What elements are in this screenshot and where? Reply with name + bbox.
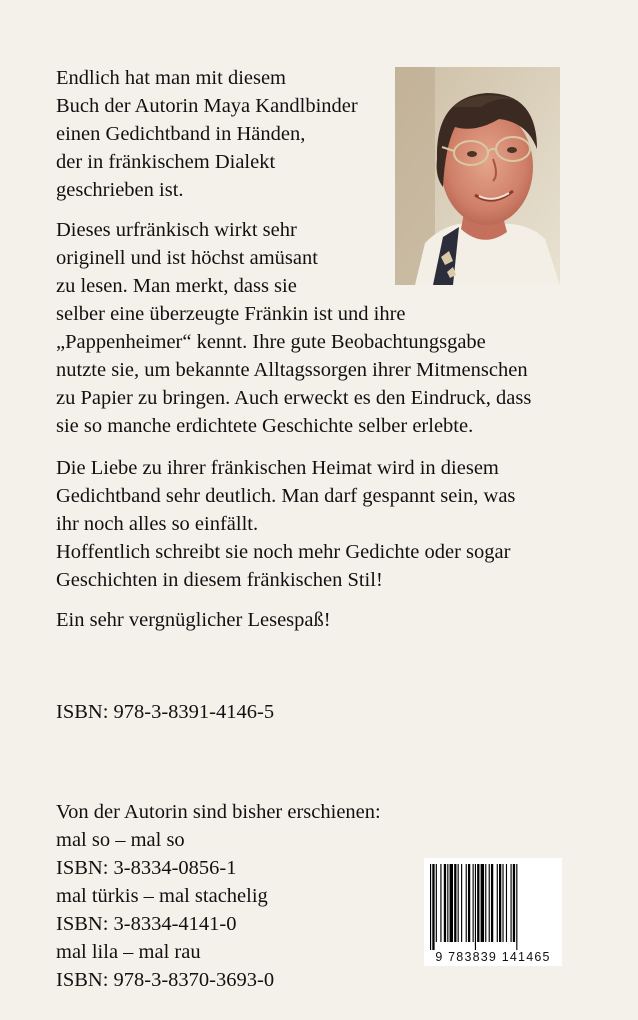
text-line: „Pappenheimer“ kennt. Ihre gute Beobachtungsgabe xyxy=(56,331,486,353)
author-photo xyxy=(395,67,560,285)
barcode-bar xyxy=(499,864,501,942)
barcode xyxy=(424,858,562,966)
barcode-bar xyxy=(489,864,490,942)
barcode-bar xyxy=(430,864,431,950)
other-works-item: ISBN: 978-3-8370-3693-0 xyxy=(56,969,275,991)
barcode-bar xyxy=(450,864,453,942)
barcode-bar xyxy=(475,864,476,950)
text-line: Die Liebe zu ihrer fränkischen Heimat wird in diesem xyxy=(56,457,499,479)
barcode-bar xyxy=(466,864,467,942)
text-line: Hoffentlich schreibt sie noch mehr Gedichte oder sogar xyxy=(56,541,511,563)
barcode-bar xyxy=(454,864,456,942)
other-works-heading: Von der Autorin sind bisher erschienen: xyxy=(56,801,381,823)
barcode-digits: 9 783839 141465 xyxy=(435,950,551,964)
barcode-bar xyxy=(444,864,446,942)
barcode-bar xyxy=(502,864,503,942)
barcode-bar xyxy=(506,864,507,942)
barcode-bar xyxy=(458,864,459,942)
text-line: einen Gedichtband in Händen, xyxy=(56,123,306,145)
barcode-bar xyxy=(511,864,512,942)
barcode-bars xyxy=(424,862,562,950)
text-line: Gedichtband sehr deutlich. Man darf gespannt sein, was xyxy=(56,485,516,507)
barcode-bar xyxy=(436,864,437,942)
text-line: selber eine überzeugte Fränkin ist und ihre xyxy=(56,303,406,325)
text-line: originell und ist höchst amüsant xyxy=(56,247,318,269)
barcode-bar xyxy=(432,864,434,950)
text-line: Dieses urfränkisch wirkt sehr xyxy=(56,219,297,241)
closing-line: Ein sehr vergnüglicher Lesespaß! xyxy=(56,609,331,631)
barcode-bar xyxy=(513,864,515,942)
text-line: zu Papier zu bringen. Auch erweckt es den Eindruck, dass xyxy=(56,387,532,409)
other-works-item: mal so – mal so xyxy=(56,829,185,851)
text-line: ihr noch alles so einfällt. xyxy=(56,513,259,535)
barcode-bar xyxy=(447,864,448,942)
barcode-bar xyxy=(491,864,493,942)
other-works-item: ISBN: 3-8334-4141-0 xyxy=(56,913,237,935)
text-line: Buch der Autorin Maya Kandlbinder xyxy=(56,95,358,117)
barcode-bar xyxy=(461,864,462,942)
text-line: zu lesen. Man merkt, dass sie xyxy=(56,275,297,297)
other-works-item: mal lila – mal rau xyxy=(56,941,201,963)
barcode-bar xyxy=(468,864,470,942)
barcode-bar xyxy=(516,864,517,950)
text-line: nutzte sie, um bekannte Alltagssorgen ihrer Mitmenschen xyxy=(56,359,528,381)
text-line: sie so manche erdichtete Geschichte selber erlebte. xyxy=(56,415,474,437)
text-line: Endlich hat man mit diesem xyxy=(56,67,287,89)
text-line: Geschichten in diesem fränkischen Stil! xyxy=(56,569,383,591)
barcode-bar xyxy=(481,864,484,942)
barcode-bar xyxy=(473,864,474,942)
other-works-item: ISBN: 3-8334-0856-1 xyxy=(56,857,237,879)
other-works-item: mal türkis – mal stachelig xyxy=(56,885,268,907)
text-line: der in fränkischem Dialekt xyxy=(56,151,276,173)
text-line: geschrieben ist. xyxy=(56,179,184,201)
barcode-bar xyxy=(440,864,441,942)
barcode-bar xyxy=(477,864,479,942)
barcode-bar xyxy=(485,864,486,942)
isbn-line: ISBN: 978-3-8391-4146-5 xyxy=(56,701,275,723)
barcode-bar xyxy=(497,864,498,942)
